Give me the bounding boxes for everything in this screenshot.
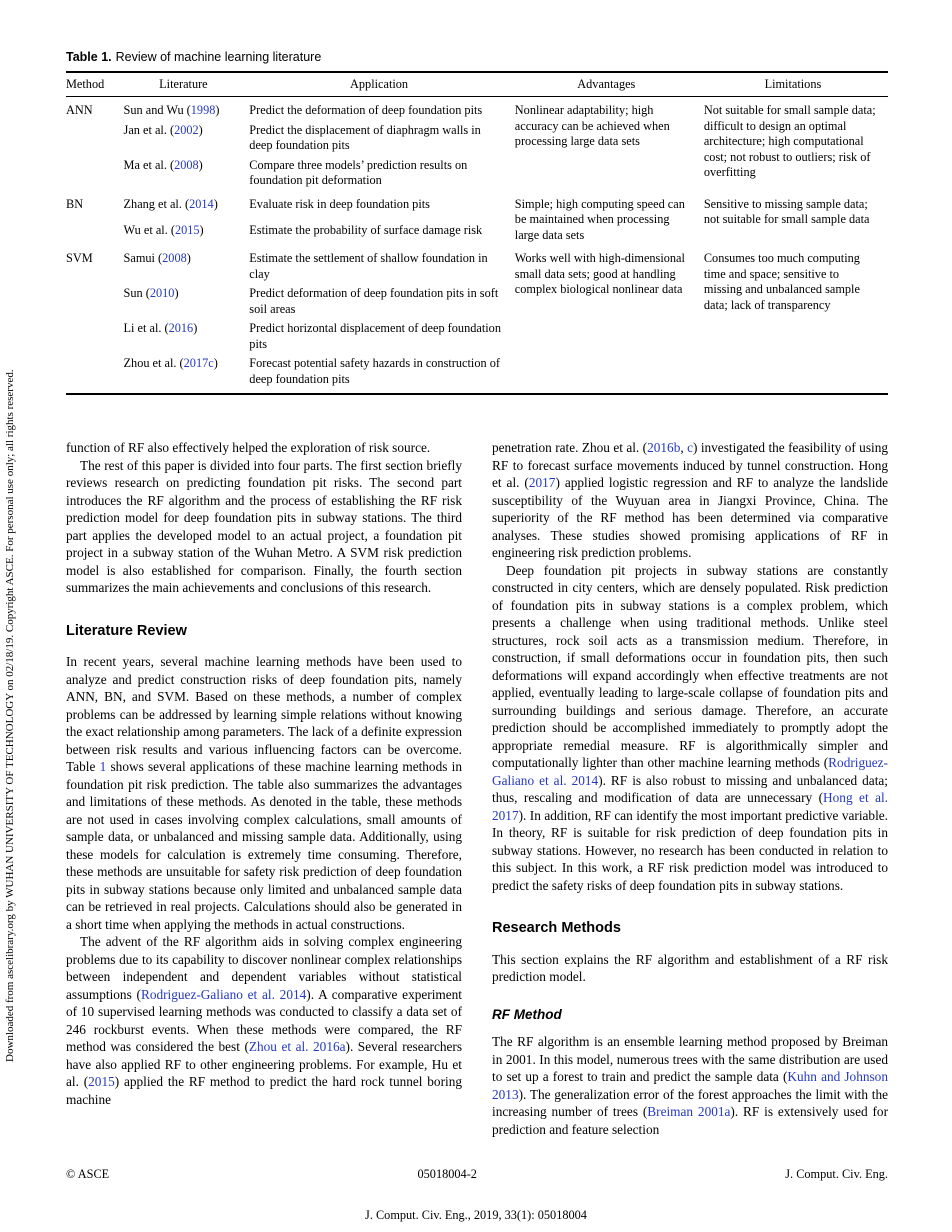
application-cell: Compare three models’ prediction results on foundation pit deformation	[249, 157, 468, 188]
table-header-row	[66, 72, 888, 97]
table-row	[66, 97, 888, 121]
table-row	[66, 191, 888, 221]
literature-cell: Wu et al. (2015)	[123, 222, 204, 237]
method-cell: ANN	[66, 103, 93, 118]
application-cell: Forecast potential safety hazards in construction of deep foundation pits	[249, 356, 500, 386]
body-paragraph: The rest of this paper is divided into four parts. The first section briefly reviews research on predicting foundation pit risks. The second part introduces the RF algorithm and the process of establishing the RF risk prediction model for deep foundation pits in subway stations. The third part applies the developed model to an actual project, a foundation pit project in a subway station of the Wuhan Metro. A SVM risk prediction model is also established for comparison. Finally, the fourth section summarizes the main achievements and conclusions of this research.	[66, 457, 462, 596]
column-header-limitations: Limitations	[704, 72, 888, 97]
citation-link[interactable]: Hong et al. 2017	[492, 790, 888, 823]
citation-link[interactable]: 1	[99, 759, 107, 775]
left-column	[66, 439, 462, 1138]
advantages-cell: Simple; high computing speed can be maintained when processing large data sets	[514, 196, 685, 242]
limitations-cell: Sensitive to missing sample data; not suitable for small sample data	[703, 196, 870, 227]
column-header-literature: Literature	[124, 72, 250, 97]
table-1-block	[66, 50, 888, 395]
application-cell: Estimate the probability of surface damage risk	[249, 222, 483, 237]
citation-link[interactable]: Rodriguez-Galiano et al. 2014	[140, 986, 307, 1002]
citation-link[interactable]: 2014	[189, 196, 214, 211]
body-paragraph: Deep foundation pit projects in subway stations are constantly constructed in city centers, which are densely populated. Risk prediction of foundation pits in subway stations is a complex problem, which presents a challenge when using traditional methods. Unlike steel structures, rock soil acts as a transmission medium. Therefore, in construction, if small deformations occur in foundation pits, then such deformations will expand accordingly when effective treatments are not applied, eventually leading to large-scale collapse of foundation pits and surrounding buildings and serious damage. Therefore, an accurate prediction should be accomplished immediately to promptly adopt the appropriate remedial measure. RF is algorithmically simpler and computationally lighter than other machine learning methods (Rodriguez-Galiano et al. 2014). RF is also robust to missing and unbalanced data; thus, rescaling and modification of data are unnecessary (Hong et al. 2017). In addition, RF can identify the most important predictive variable. In theory, RF is suitable for risk prediction of deep foundation pits in subway stations. However, no research has been conducted in relation to this subject. In this work, a RF risk prediction model was introduced to predict the safety risks of deep foundation pits in subway stations.	[492, 562, 888, 893]
application-cell: Evaluate risk in deep foundation pits	[249, 196, 430, 211]
citation-line: J. Comput. Civ. Eng., 2019, 33(1): 05018004	[365, 1208, 587, 1222]
column-header-application: Application	[249, 72, 515, 97]
citation-link[interactable]: 2015	[174, 222, 200, 237]
citation-link[interactable]: c	[687, 440, 693, 456]
table-caption	[66, 50, 888, 64]
literature-cell: Zhou et al. (2017c)	[123, 356, 218, 371]
sidebar-watermark-text: Downloaded from ascelibrary.org by WUHAN UNIVERSITY OF TECHNOLOGY on 02/18/19. Copyright ASCE. For personal use only; all rights reserved.	[4, 369, 16, 1062]
column-header-advantages: Advantages	[515, 72, 704, 97]
two-column-body	[66, 439, 888, 1138]
literature-review-table	[66, 71, 888, 395]
body-paragraph: This section explains the RF algorithm and establishment of a RF risk prediction model.	[492, 951, 888, 985]
citation-link[interactable]: 2008	[174, 157, 199, 172]
citation-link[interactable]: 2016	[168, 321, 194, 336]
literature-cell: Li et al. (2016)	[123, 321, 198, 336]
citation-link[interactable]: 2010	[149, 286, 175, 301]
sub-section-heading: RF Method	[492, 1006, 562, 1022]
advantages-cell: Works well with high-dimensional small data sets; good at handling complex biological nonlinear data	[514, 251, 685, 297]
citation-link[interactable]: 2008	[162, 251, 187, 266]
body-paragraph: In recent years, several machine learning methods have been used to analyze and predict construction risks of deep foundation pits, namely ANN, BN, and SVM. Based on these methods, a number of complex problems can be addressed by learning simple relations without knowing the exact relationship among parameters. The lack of a definite expression between risk results and various influencing factors can be overcome. Table 1 shows several applications of these machine learning methods in foundation pit risk prediction. The table also summarizes the advantages and limitations of these methods. As denoted in the table, these methods are not used in cases involving complex calculations, small amounts of sample data, or unbalanced and missing sample data. Additionally, using these models for calculation is extremely time consuming. Therefore, these methods are unsuitable for safety risk prediction of deep foundation pits in subway stations because only limited and unbalanced sample data can be retrieved in real projects. Calculations should also be generated in a short time when applying the methods in actual constructions.	[66, 654, 462, 932]
application-cell: Estimate the settlement of shallow foundation in clay	[249, 251, 488, 281]
citation-link[interactable]: 2016b	[647, 440, 681, 456]
body-paragraph: function of RF also effectively helped the exploration of risk source.	[66, 440, 431, 456]
citation-link[interactable]: 2002	[174, 122, 199, 137]
body-paragraph: The RF algorithm is an ensemble learning method proposed by Breiman in 2001. In this model, numerous trees with the same distribution are used to set up a forest to train and predict the sample data (Kuhn and Johnson 2013). The generalization error of the forest approaches the limit with the increasing number of trees (Breiman 2001a). RF is extensively used for prediction and feature selection	[492, 1034, 888, 1137]
citation-link[interactable]: Zhou et al. 2016a	[248, 1039, 346, 1055]
literature-cell: Samui (2008)	[123, 251, 191, 266]
application-cell: Predict the displacement of diaphragm walls in deep foundation pits	[249, 122, 481, 153]
citation-link[interactable]: 2017c	[183, 356, 214, 371]
table-row	[66, 245, 888, 284]
application-cell: Predict deformation of deep foundation pits in soft soil areas	[249, 286, 499, 316]
body-paragraph: The advent of the RF algorithm aids in solving complex engineering problems due to its capability to discover nonlinear complex relationships between independent and dependent variables without statistical assumptions (Rodriguez-Galiano et al. 2014). A comparative experiment of 10 supervised learning methods was conducted to classify a data set of 246 rockburst events. When these methods were compared, the RF method was considered the best (Zhou et al. 2016a). Several researchers have also applied RF to other engineering problems. For example, Hu et al. (2015) applied the RF method to predict the hard rock tunnel boring machine	[66, 934, 462, 1107]
footer-copyright: © ASCE	[66, 1167, 110, 1181]
literature-cell: Sun (2010)	[123, 286, 179, 301]
application-cell: Predict the deformation of deep foundation pits	[249, 103, 483, 118]
right-column	[492, 439, 888, 1138]
method-cell: BN	[66, 196, 84, 211]
table-caption-text: Review of machine learning literature	[115, 50, 322, 64]
table-label: Table 1.	[66, 50, 112, 64]
page-footer	[66, 1167, 888, 1182]
body-paragraph: penetration rate. Zhou et al. (2016b, c) investigated the feasibility of using RF to forecast surface movements induced by tunnel construction. Hong et al. (2017) applied logistic regression and RF to analyze the landslide susceptibility of the Wuyuan area in Jiangxi Province, China. The superiority of the RF method has been determined via comparative analyses. These studies showed promising applications of RF in engineering risk prediction problems.	[492, 440, 888, 561]
limitations-cell: Not suitable for small sample data; difficult to design an optimal architecture; high computational cost; not robust to outliers; risk of overfitting	[703, 103, 876, 180]
citation-link[interactable]: Breiman 2001a	[647, 1104, 731, 1120]
footer-page-number: 05018004-2	[417, 1167, 477, 1181]
footer-journal-name: J. Comput. Civ. Eng.	[785, 1167, 888, 1181]
column-header-method: Method	[66, 72, 124, 97]
citation-link[interactable]: 2015	[88, 1074, 115, 1090]
literature-cell: Sun and Wu (1998)	[123, 103, 220, 118]
literature-cell: Zhang et al. (2014)	[123, 196, 218, 211]
section-heading: Literature Review	[66, 622, 187, 639]
citation-link[interactable]: Rodriguez-Galiano et al. 2014	[492, 755, 888, 788]
limitations-cell: Consumes too much computing time and space; sensitive to missing and unbalanced sample data; lack of transparency	[703, 251, 860, 312]
section-heading: Research Methods	[492, 920, 621, 937]
literature-cell: Ma et al. (2008)	[123, 157, 203, 172]
citation-link[interactable]: 2017	[528, 475, 556, 491]
citation-link[interactable]: 1998	[190, 103, 216, 118]
literature-cell: Jan et al. (2002)	[123, 122, 203, 137]
citation-link[interactable]: Kuhn and Johnson 2013	[492, 1069, 888, 1102]
advantages-cell: Nonlinear adaptability; high accuracy can be achieved when processing large data sets	[514, 103, 670, 149]
method-cell: SVM	[66, 251, 93, 266]
application-cell: Predict horizontal displacement of deep foundation pits	[249, 321, 501, 351]
